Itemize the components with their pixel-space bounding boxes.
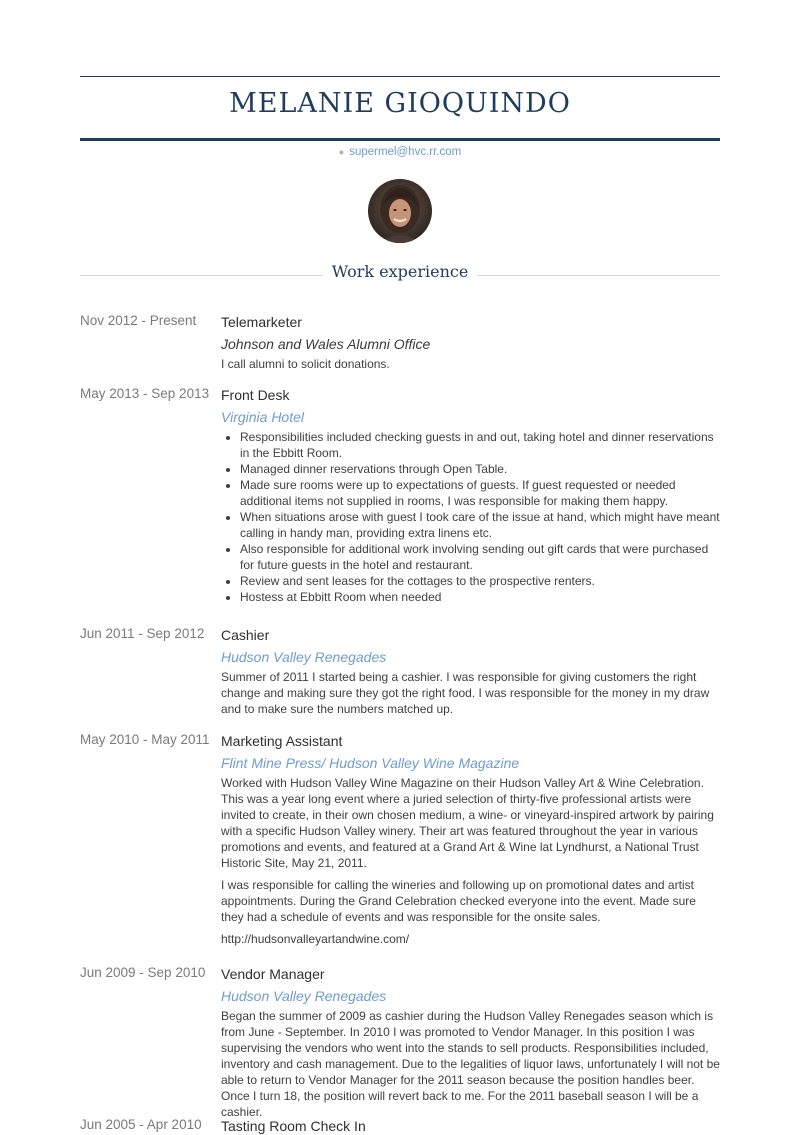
- job-description: Began the summer of 2009 as cashier during the Hudson Valley Renegades season which is from June - September. In 2010 I was promoted to Vendor Manager. In this position I was supervising the vendors who went into the stands to sell products. Responsibilities included, inventory and cash management. Due to the legalities of liquor laws, unfortunately I will not be able to return to Vendor Manager for the 2011 season because the position handles beer. Once I turn 18, the position will revert back to me. For the 2011 baseball season I will be a cashier.: [221, 1009, 720, 1119]
- job-company: Johnson and Wales Alumni Office: [221, 336, 431, 352]
- job-url: http://hudsonvalleyartandwine.com/: [221, 932, 410, 946]
- job-body: [221, 626, 720, 723]
- job-date: Jun 2005 - Apr 2010: [80, 1117, 202, 1132]
- job-body: [221, 386, 720, 605]
- job-description: I was responsible for calling the wineries and following up on promotional dates and artist appointments. During the Grand Celebration checked everyone into the event. Made sure they had a schedule of events and was responsible for the onsite sales.: [221, 878, 696, 924]
- job-title: Marketing Assistant: [221, 733, 343, 749]
- job-title: Cashier: [221, 627, 270, 643]
- contact-line: [80, 146, 720, 158]
- job-description: I call alumni to solicit donations.: [221, 357, 390, 371]
- list-item: • Responsibilities included checking guests in and out, taking hotel and dinner reservations in the Ebbitt Room.: [240, 429, 720, 461]
- email-link[interactable]: supermel@hvc.rr.com: [349, 146, 462, 158]
- job-company-link[interactable]: Virginia Hotel: [221, 409, 305, 425]
- job-body: [221, 1117, 720, 1135]
- job-date: Jun 2009 - Sep 2010: [80, 965, 206, 980]
- job-duties-list: [221, 429, 720, 605]
- avatar: [368, 179, 432, 243]
- job-title: Telemarketer: [221, 314, 302, 330]
- list-item: • Hostess at Ebbitt Room when needed: [240, 589, 720, 605]
- job-date: Nov 2012 - Present: [80, 313, 197, 328]
- job-title: Vendor Manager: [221, 966, 325, 982]
- bullet-icon: ●: [338, 147, 345, 157]
- list-item: • Made sure rooms were up to expectations of guests. If guest requested or needed additional items not supplied in rooms, I was responsible for making them happy.: [240, 477, 720, 509]
- header-top-rule: [80, 76, 720, 77]
- job-company-link[interactable]: Hudson Valley Renegades: [221, 649, 387, 665]
- job-title: Front Desk: [221, 387, 290, 403]
- list-item: • Review and sent leases for the cottages to the prospective renters.: [240, 573, 720, 589]
- job-date: May 2013 - Sep 2013: [80, 386, 210, 401]
- list-item: • Also responsible for additional work involving sending out gift cards that were purchased for future guests in the hotel and restaurant.: [240, 541, 720, 573]
- job-description: Summer of 2011 I started being a cashier. I was responsible for giving customers the right change and making sure they got the right food. I was responsible for the money in my draw and to make sure the numbers matched up.: [221, 670, 710, 716]
- job-description: Worked with Hudson Valley Wine Magazine on their Hudson Valley Art & Wine Celebration. This was a year long event where a juried selection of thirty-five professional artists were invited to create, in their own chosen medium, a wine- or vineyard-inspired artwork by pairing with a specific Hudson Valley winery. Their art was featured throughout the year in various promotions and events, and featured at a Grand Art & Wine lat Lyndhurst, a National Trust Historic Site, May 21, 2011.: [221, 776, 714, 870]
- job-title: Tasting Room Check In: [221, 1118, 366, 1134]
- job-company-link[interactable]: Hudson Valley Renegades: [221, 988, 387, 1004]
- job-body: [221, 732, 720, 953]
- avatar-photo: [368, 179, 432, 243]
- list-item: • Managed dinner reservations through Open Table.: [240, 461, 720, 477]
- job-date: Jun 2011 - Sep 2012: [80, 626, 205, 641]
- section-heading: [80, 262, 720, 286]
- job-date: May 2010 - May 2011: [80, 732, 210, 747]
- job-body: [221, 313, 720, 378]
- list-item: • When situations arose with guest I took care of the issue at hand, which might have meant calling in handy man, providing extra linens etc.: [240, 509, 720, 541]
- job-body: [221, 965, 720, 1126]
- job-company-link[interactable]: Flint Mine Press/ Hudson Valley Wine Magazine: [221, 755, 520, 771]
- header-name-rule: [80, 138, 720, 141]
- candidate-name: MELANIE GIOQUINDO: [229, 88, 571, 119]
- section-title: Work experience: [331, 262, 469, 281]
